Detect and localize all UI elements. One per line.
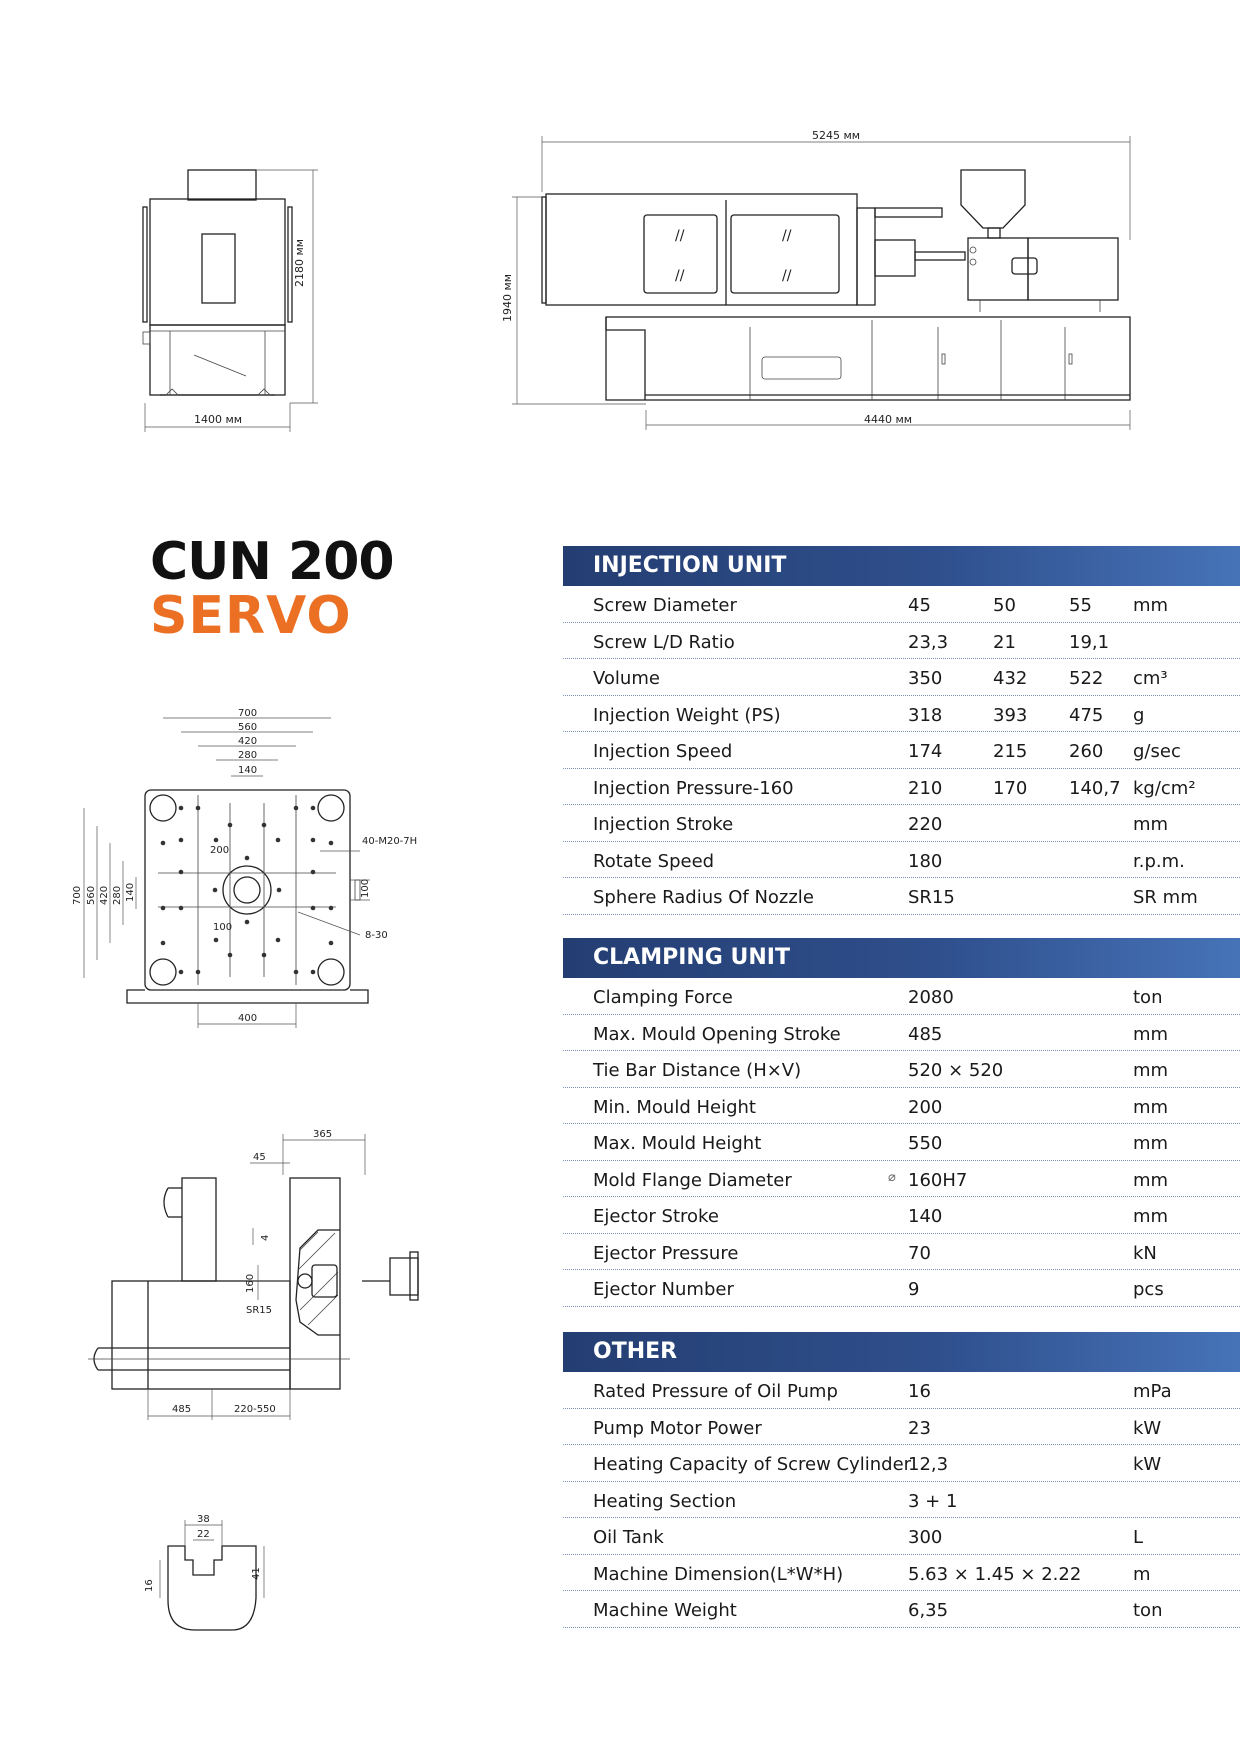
nozzle-drawing bbox=[88, 1129, 418, 1420]
svg-text:100: 100 bbox=[360, 878, 371, 898]
svg-text:200: 200 bbox=[210, 845, 230, 856]
diameter-icon: ⌀ bbox=[888, 1169, 896, 1185]
model-variant: SERVO bbox=[150, 586, 352, 646]
spec-row: Ejector Number 9 pcs bbox=[563, 1270, 1240, 1307]
svg-text:420: 420 bbox=[238, 736, 258, 747]
svg-text://: // bbox=[675, 268, 685, 284]
side-view-drawing bbox=[501, 129, 1130, 430]
front-view-drawing bbox=[143, 170, 318, 432]
spec-row: Max. Mould Height 550 mm bbox=[563, 1124, 1240, 1161]
spec-row: Max. Mould Opening Stroke 485 mm bbox=[563, 1015, 1240, 1052]
spec-row: Heating Capacity of Screw Cylinder 12,3 kW bbox=[563, 1445, 1240, 1482]
svg-text:45: 45 bbox=[253, 1152, 266, 1163]
svg-text:140: 140 bbox=[125, 882, 136, 902]
spec-row: Ejector Stroke 140 mm bbox=[563, 1197, 1240, 1234]
spec-row: Volume 350 432 522 cm³ bbox=[563, 659, 1240, 696]
spec-row: Heating Section 3 + 1 bbox=[563, 1482, 1240, 1519]
hole-label: 8-30 bbox=[365, 930, 388, 941]
spec-row: Injection Pressure-160 210 170 140,7 kg/cm² bbox=[563, 769, 1240, 806]
injection-unit-section bbox=[563, 546, 1240, 915]
clamping-unit-section bbox=[563, 938, 1240, 1307]
svg-text://: // bbox=[782, 268, 792, 284]
front-width-dim: 1400 мм bbox=[194, 413, 243, 426]
svg-text:420: 420 bbox=[99, 885, 110, 905]
slot-label: 40-M20-7H bbox=[362, 836, 418, 847]
sr-label: SR15 bbox=[246, 1305, 273, 1316]
t-slot-drawing bbox=[144, 1514, 264, 1630]
section-title: INJECTION UNIT bbox=[563, 546, 1240, 586]
model-title bbox=[150, 532, 394, 646]
svg-text://: // bbox=[675, 228, 685, 244]
svg-text:280: 280 bbox=[112, 885, 123, 905]
spec-row: Tie Bar Distance (H×V) 520 × 520 mm bbox=[563, 1051, 1240, 1088]
svg-text://: // bbox=[782, 228, 792, 244]
svg-text:220-550: 220-550 bbox=[234, 1404, 276, 1415]
svg-text:560: 560 bbox=[238, 722, 258, 733]
section-title: CLAMPING UNIT bbox=[563, 938, 1240, 978]
front-height-dim: 2180 мм bbox=[293, 238, 306, 287]
other-section bbox=[563, 1332, 1240, 1628]
svg-text:700: 700 bbox=[238, 708, 258, 719]
svg-text:38: 38 bbox=[197, 1514, 210, 1525]
svg-text:365: 365 bbox=[313, 1129, 333, 1140]
spec-row: Screw Diameter 45 50 55 mm bbox=[563, 586, 1240, 623]
svg-text:700: 700 bbox=[72, 885, 83, 905]
svg-text:22: 22 bbox=[197, 1529, 210, 1540]
spec-row: Rotate Speed 180 r.p.m. bbox=[563, 842, 1240, 879]
svg-text:16: 16 bbox=[144, 1579, 155, 1592]
svg-text:160: 160 bbox=[245, 1273, 256, 1293]
spec-row: Machine Dimension(L*W*H) 5.63 × 1.45 × 2.22 m bbox=[563, 1555, 1240, 1592]
base-length-dim: 4440 мм bbox=[864, 413, 913, 426]
svg-text:485: 485 bbox=[172, 1404, 192, 1415]
spec-row: Clamping Force 2080 ton bbox=[563, 978, 1240, 1015]
platen-drawing bbox=[72, 708, 417, 1028]
spec-row: Injection Speed 174 215 260 g/sec bbox=[563, 732, 1240, 769]
spec-row: Ejector Pressure 70 kN bbox=[563, 1234, 1240, 1271]
spec-row: Rated Pressure of Oil Pump 16 mPa bbox=[563, 1372, 1240, 1409]
svg-text:280: 280 bbox=[238, 750, 258, 761]
model-name: CUN 200 bbox=[150, 532, 394, 592]
svg-text:400: 400 bbox=[238, 1013, 258, 1024]
side-height-dim: 1940 мм bbox=[501, 273, 514, 322]
spec-row: Injection Weight (PS) 318 393 475 g bbox=[563, 696, 1240, 733]
svg-text:4: 4 bbox=[260, 1234, 271, 1241]
svg-text:41: 41 bbox=[251, 1567, 262, 1580]
spec-row: Screw L/D Ratio 23,3 21 19,1 bbox=[563, 623, 1240, 660]
spec-row: Oil Tank 300 L bbox=[563, 1518, 1240, 1555]
side-length-dim: 5245 мм bbox=[812, 129, 861, 142]
spec-row: Mold Flange Diameter ⌀ 160H7 mm bbox=[563, 1161, 1240, 1198]
spec-row: Pump Motor Power 23 kW bbox=[563, 1409, 1240, 1446]
spec-row: Sphere Radius Of Nozzle SR15 SR mm bbox=[563, 878, 1240, 915]
svg-text:560: 560 bbox=[86, 885, 97, 905]
spec-row: Machine Weight 6,35 ton bbox=[563, 1591, 1240, 1628]
svg-text:140: 140 bbox=[238, 765, 258, 776]
svg-text:100: 100 bbox=[213, 922, 233, 933]
spec-row: Injection Stroke 220 mm bbox=[563, 805, 1240, 842]
section-title: OTHER bbox=[563, 1332, 1240, 1372]
spec-row: Min. Mould Height 200 mm bbox=[563, 1088, 1240, 1125]
